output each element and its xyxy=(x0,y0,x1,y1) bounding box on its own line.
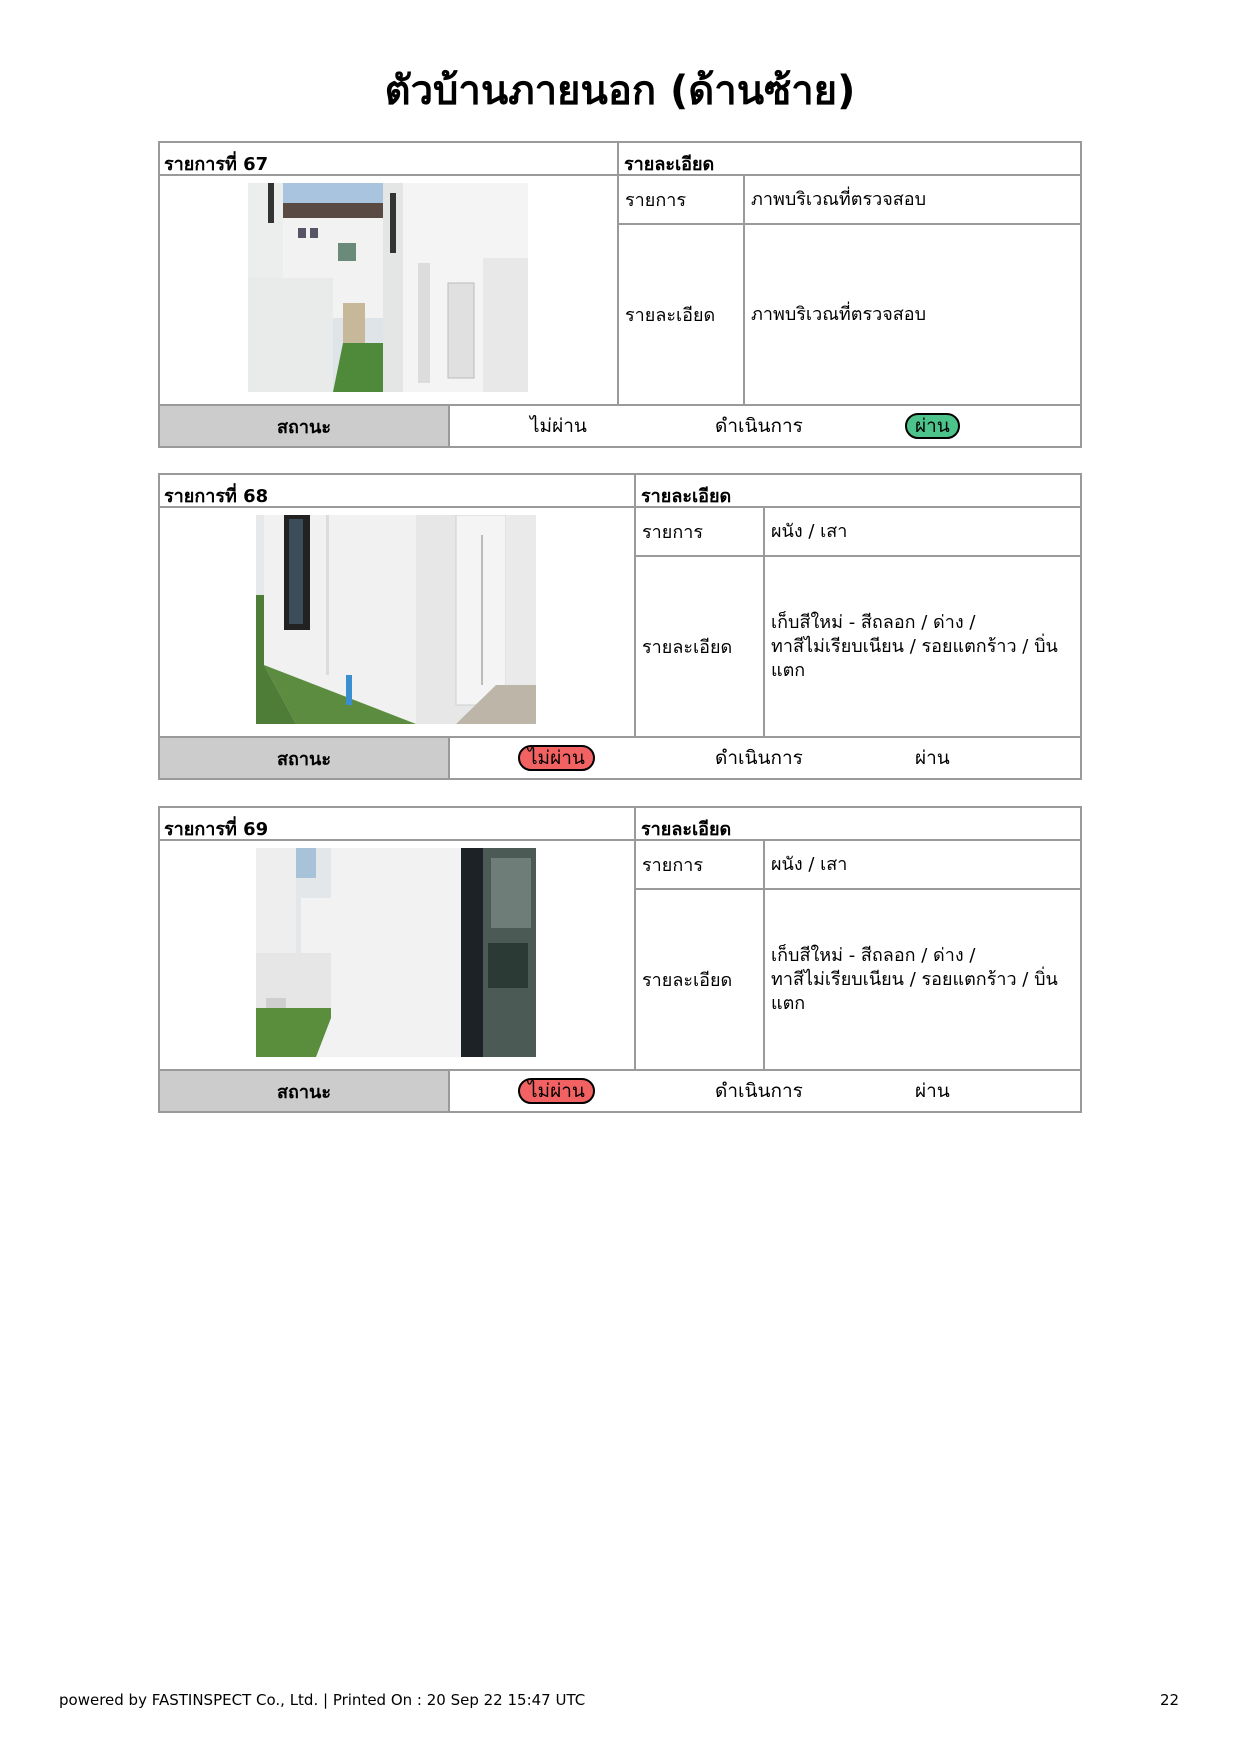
detail-label: รายละเอียด xyxy=(619,225,745,404)
detail-header: รายละเอียด xyxy=(636,475,1080,508)
photo-cell xyxy=(160,508,636,736)
status-progress-option[interactable]: ดำเนินการ xyxy=(715,1080,803,1102)
footer-credit: powered by FASTINSPECT Co., Ltd. | Printed On : 20 Sep 22 15:47 UTC xyxy=(59,1691,586,1709)
detail-label: รายละเอียด xyxy=(636,890,765,1069)
status-row xyxy=(160,404,1080,446)
photo-cell xyxy=(160,176,619,404)
detail-header: รายละเอียด xyxy=(636,808,1080,841)
item-header: รายการที่ 69 xyxy=(160,808,636,841)
status-row xyxy=(160,1069,1080,1111)
detail-value-line1: ภาพบริเวณที่ตรวจสอบ xyxy=(751,303,926,325)
status-progress-option[interactable]: ดำเนินการ xyxy=(715,415,803,437)
photo-wall-door xyxy=(256,848,536,1057)
page-number: 22 xyxy=(1160,1691,1180,1709)
detail-value-line2: ทาสีไม่เรียบเนียน / รอยแตกร้าว / บิ่นแตก xyxy=(771,968,1058,1014)
detail-value xyxy=(765,557,1080,736)
detail-value xyxy=(765,890,1080,1069)
page-title: ตัวบ้านภายนอก (ด้านซ้าย) xyxy=(384,68,856,114)
item-header: รายการที่ 67 xyxy=(160,143,619,176)
photo-wall-corner xyxy=(256,515,536,724)
inspection-photo[interactable] xyxy=(256,515,536,724)
detail-header: รายละเอียด xyxy=(619,143,1080,176)
detail-value-line1: เก็บสีใหม่ - สีถลอก / ด่าง / xyxy=(771,944,976,966)
inspection-card-68 xyxy=(158,473,1082,780)
inspection-photo[interactable] xyxy=(248,183,528,392)
detail-value-line1: เก็บสีใหม่ - สีถลอก / ด่าง / xyxy=(771,611,976,633)
item-header: รายการที่ 68 xyxy=(160,475,636,508)
status-label: สถานะ xyxy=(160,406,450,446)
status-fail-option[interactable]: ไม่ผ่าน xyxy=(530,415,587,437)
status-fail-option-selected[interactable]: ไม่ผ่าน xyxy=(518,1078,595,1104)
detail-value xyxy=(745,225,1080,404)
status-fail-option-selected[interactable]: ไม่ผ่าน xyxy=(518,745,595,771)
photo-cell xyxy=(160,841,636,1069)
status-pass-option[interactable]: ผ่าน xyxy=(915,747,950,769)
photo-side-alley xyxy=(248,183,528,392)
status-progress-option[interactable]: ดำเนินการ xyxy=(715,747,803,769)
status-pass-option[interactable]: ผ่าน xyxy=(915,1080,950,1102)
status-pass-option-selected[interactable]: ผ่าน xyxy=(905,413,960,439)
inspection-card-69 xyxy=(158,806,1082,1113)
item-label: รายการ xyxy=(619,176,745,225)
status-label: สถานะ xyxy=(160,738,450,778)
item-value: ผนัง / เสา xyxy=(765,508,1080,557)
status-label: สถานะ xyxy=(160,1071,450,1111)
item-label: รายการ xyxy=(636,508,765,557)
item-label: รายการ xyxy=(636,841,765,890)
inspection-card-67 xyxy=(158,141,1082,448)
inspection-photo[interactable] xyxy=(256,848,536,1057)
status-row xyxy=(160,736,1080,778)
item-value: ผนัง / เสา xyxy=(765,841,1080,890)
detail-value-line2: ทาสีไม่เรียบเนียน / รอยแตกร้าว / บิ่นแตก xyxy=(771,635,1058,681)
item-value: ภาพบริเวณที่ตรวจสอบ xyxy=(745,176,1080,225)
detail-label: รายละเอียด xyxy=(636,557,765,736)
